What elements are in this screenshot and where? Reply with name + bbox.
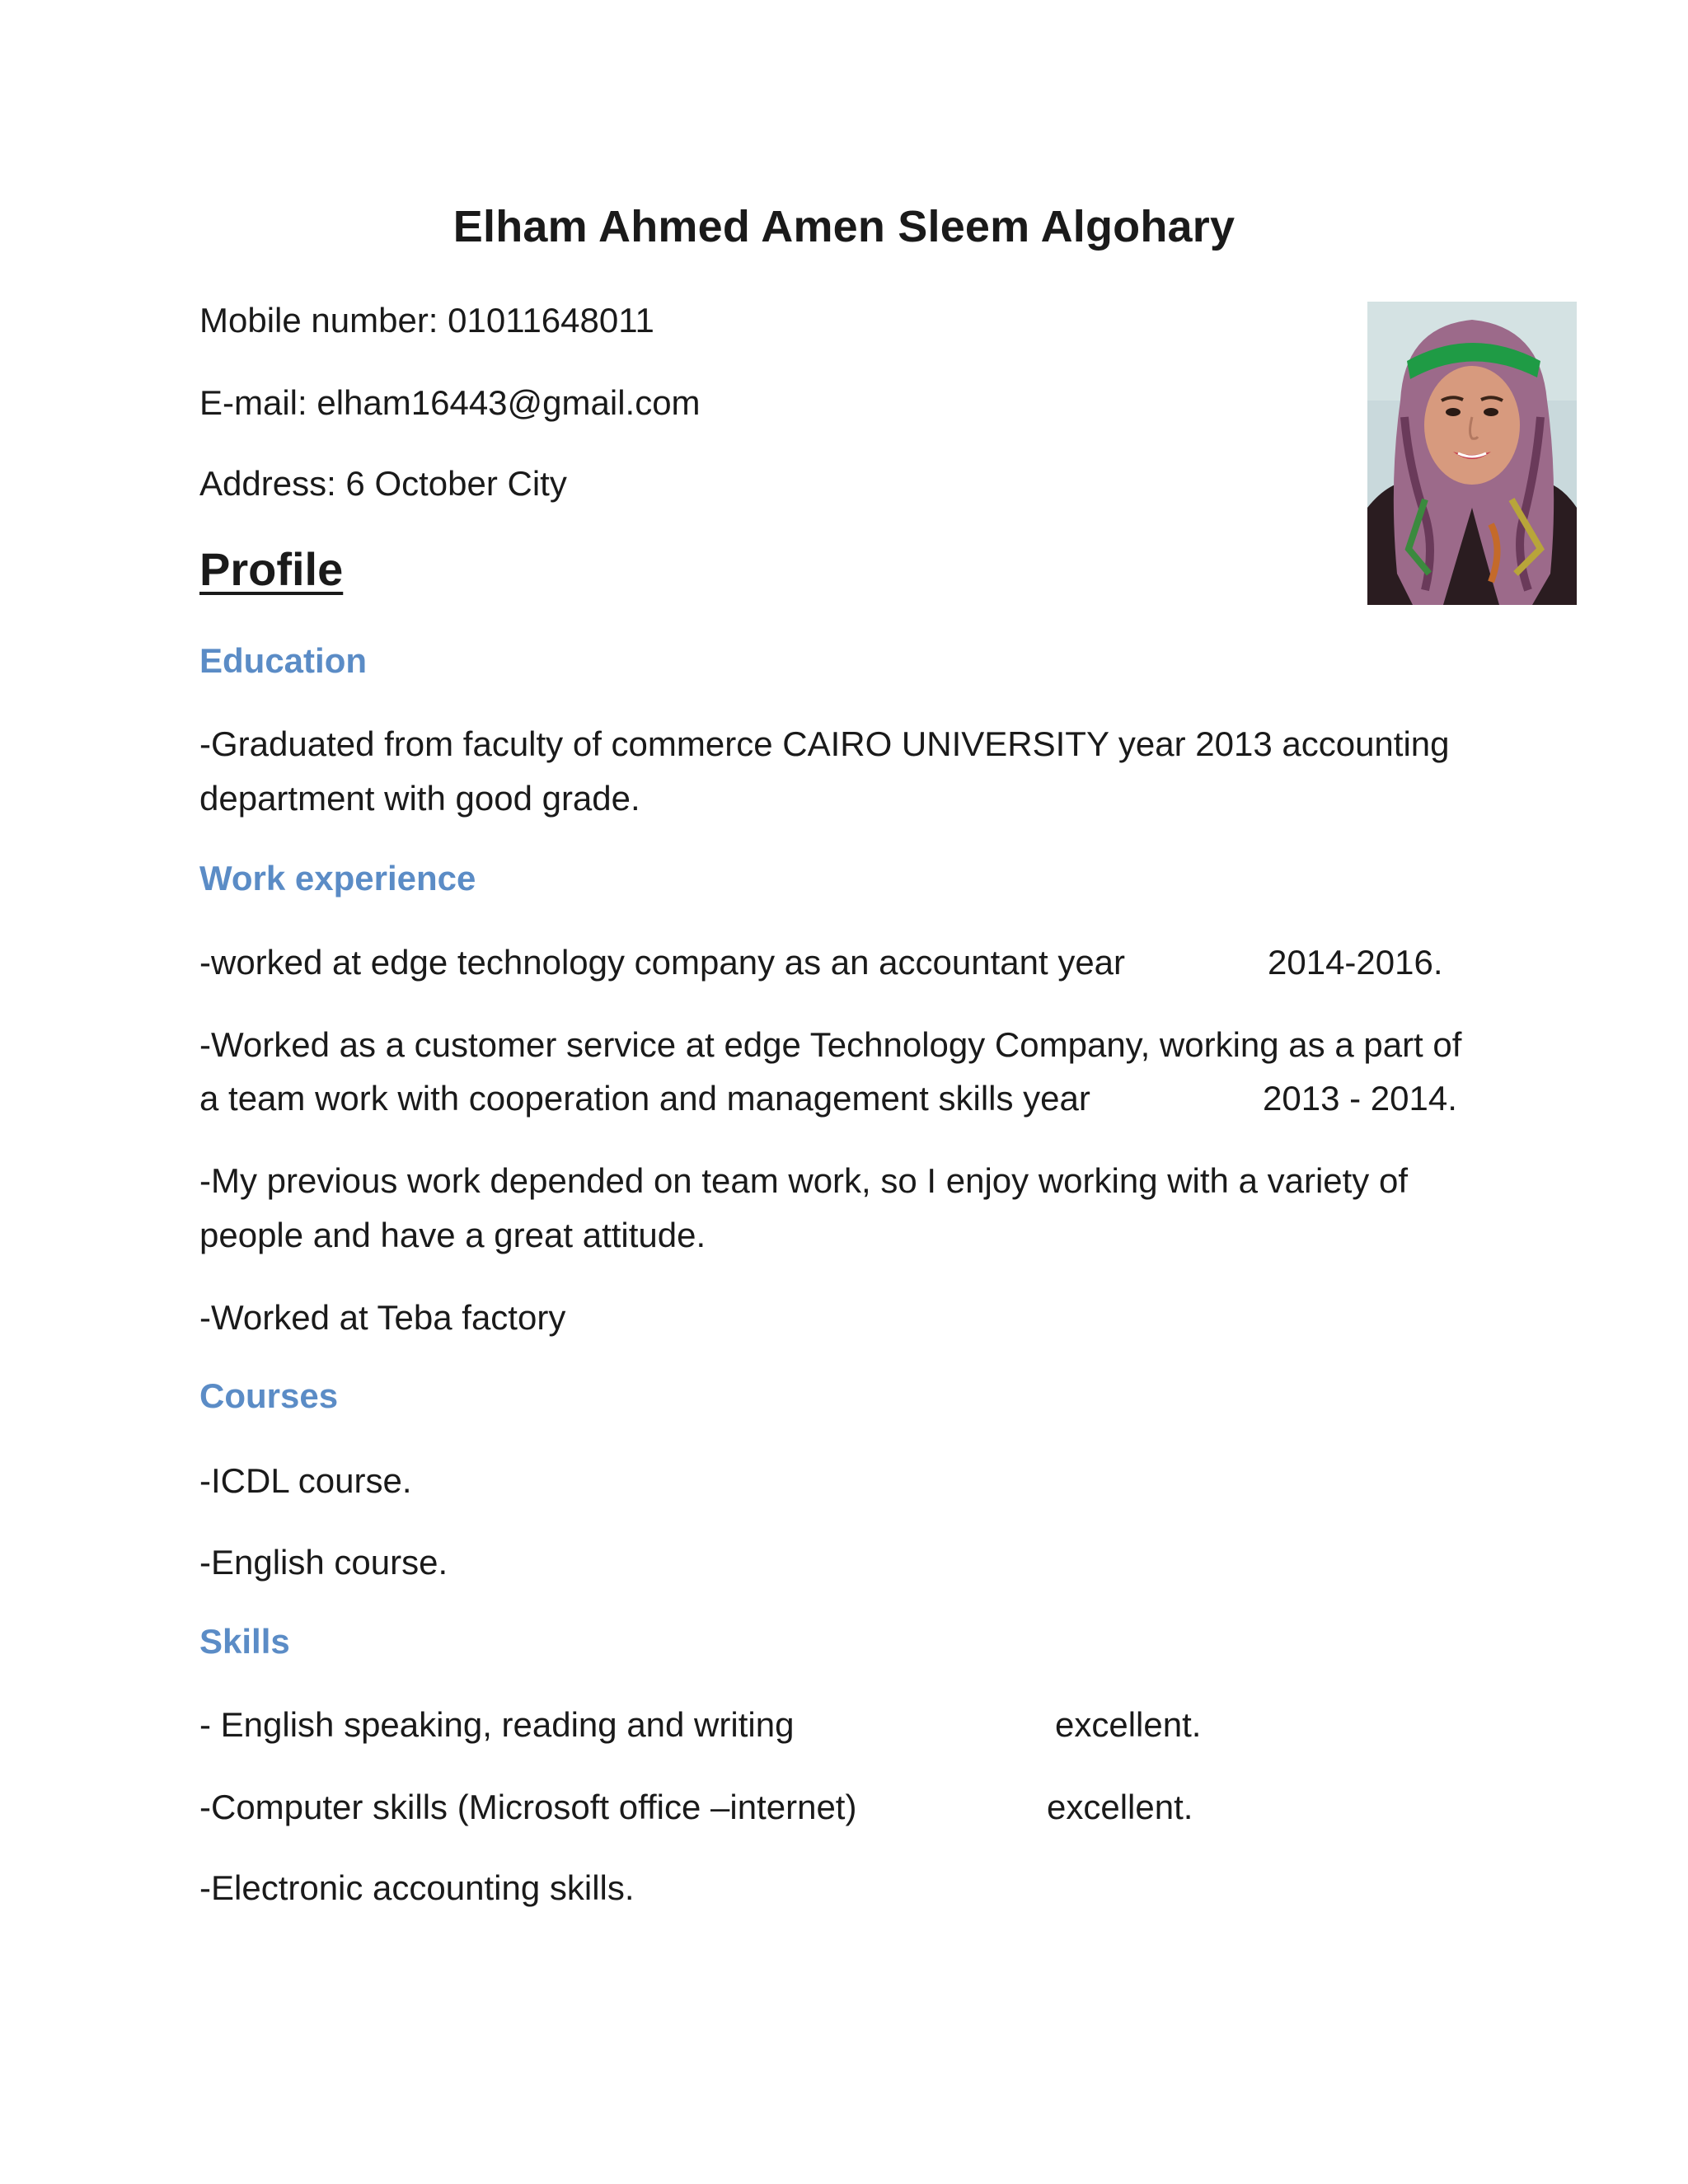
courses-heading: Courses [199,1376,339,1415]
profile-photo [1367,302,1577,605]
skill-item-accounting: -Electronic accounting skills. [199,1868,635,1907]
course-item: -ICDL course. [199,1461,412,1500]
work-item-customer-service-line1: -Worked as a customer service at edge Technology Company, working as a part of [199,1025,1462,1064]
work-item-text: a team work with cooperation and management skills year [199,1079,1090,1118]
work-item-text: -worked at edge technology company as an accountant year [199,943,1126,982]
education-text: -Graduated from faculty of commerce CAIRO UNIVERSITY year 2013 accounting department with good grade. [199,724,1450,818]
postal-address: Address: 6 October City [199,464,567,503]
work-item-customer-service-line2 [199,1071,1485,1126]
work-item-teamwork: -My previous work depended on team work, so I enjoy working with a variety of people and have a great attitude. [199,1161,1409,1254]
skills-heading: Skills [199,1622,290,1661]
skill-text: -Computer skills (Microsoft office –internet) [199,1788,857,1826]
work-item-edge-accountant [199,935,1485,990]
candidate-name: Elham Ahmed Amen Sleem Algohary [452,202,1236,251]
skill-item-computer [199,1780,1271,1835]
work-item-year: 2013 - 2014. [1263,1079,1457,1118]
skill-level: excellent. [1055,1705,1202,1744]
course-item: -English course. [199,1543,448,1582]
work-item-year: 2014-2016. [1268,943,1443,982]
work-experience-heading: Work experience [199,859,476,898]
skill-item-english [199,1698,1271,1752]
work-item-teba: -Worked at Teba factory [199,1298,566,1337]
skill-level: excellent. [1047,1788,1193,1826]
profile-heading: Profile [199,543,344,595]
education-heading: Education [199,641,368,680]
email-address: E-mail: elham16443@gmail.com [199,383,701,422]
mobile-number: Mobile number: 01011648011 [199,301,654,340]
skill-text: - English speaking, reading and writing [199,1705,795,1744]
